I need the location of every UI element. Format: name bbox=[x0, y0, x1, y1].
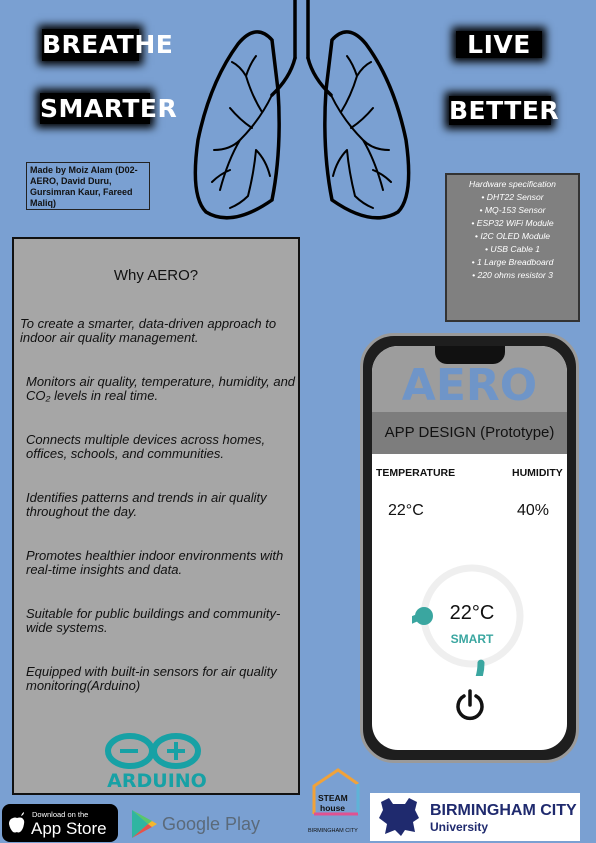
app-store-big-text: App Store bbox=[31, 819, 107, 838]
why-title: Why AERO? bbox=[113, 267, 199, 284]
app-store-badge[interactable] bbox=[2, 804, 118, 842]
temperature-value: 22°C bbox=[388, 502, 424, 519]
phone-screen bbox=[372, 346, 567, 750]
phone-mockup bbox=[360, 333, 579, 763]
google-play-icon[interactable] bbox=[130, 809, 158, 839]
why-point: Identifies patterns and trends in air quality throughout the day. bbox=[26, 490, 267, 519]
credits-box: Made by Moiz Alam (D02-AERO, David Duru, Gursimran Kaur, Fareed Maliq) bbox=[26, 162, 150, 210]
steam-bottom-text: house bbox=[320, 803, 346, 813]
bcu-name: BIRMINGHAM CITY bbox=[430, 802, 577, 819]
app-store-small-text: Download on the bbox=[32, 810, 89, 819]
humidity-value: 40% bbox=[517, 502, 550, 519]
bcu-logo bbox=[370, 793, 580, 841]
arduino-icon bbox=[100, 731, 208, 771]
temperature-label: TEMPERATURE bbox=[376, 467, 456, 479]
power-icon[interactable] bbox=[453, 688, 487, 722]
app-subtitle: APP DESIGN (Prototype) bbox=[372, 412, 567, 454]
humidity-label: HUMIDITY bbox=[512, 467, 563, 479]
hardware-item: • ESP32 WiFi Module bbox=[447, 217, 578, 230]
hardware-item: • 1 Large Breadboard bbox=[447, 256, 578, 269]
dial-value: 22°C bbox=[449, 602, 495, 624]
slogan-live: LIVE bbox=[456, 31, 542, 58]
steam-house-logo bbox=[308, 766, 364, 842]
google-play-label[interactable]: Google Play bbox=[162, 814, 261, 834]
dial-mode: SMART bbox=[450, 632, 494, 646]
arduino-label: ARDUINO bbox=[107, 770, 207, 792]
why-point: Equipped with built-in sensors for air quality monitoring(Arduino) bbox=[26, 664, 277, 693]
why-point: Suitable for public buildings and community-wide systems. bbox=[26, 606, 281, 635]
bcu-crest-icon bbox=[375, 796, 423, 838]
hardware-title: Hardware specification bbox=[469, 179, 556, 189]
hardware-item: • DHT22 Sensor bbox=[447, 191, 578, 204]
steam-top-text: STEAM bbox=[318, 793, 348, 803]
slogan-better: BETTER bbox=[449, 96, 560, 125]
slogan-smarter: SMARTER bbox=[40, 94, 178, 123]
why-aero-panel bbox=[12, 237, 300, 795]
slogan-breathe: BREATHE bbox=[42, 30, 174, 59]
apple-icon bbox=[8, 812, 26, 834]
why-point: Monitors air quality, temperature, humidity, and CO₂ levels in real time. bbox=[26, 374, 296, 403]
hardware-item: • MQ-153 Sensor bbox=[447, 204, 578, 217]
hardware-item: • USB Cable 1 bbox=[447, 243, 578, 256]
hardware-spec-box bbox=[445, 173, 580, 322]
hardware-item: • I2C OLED Module bbox=[447, 230, 578, 243]
bcu-sub: University bbox=[430, 820, 489, 834]
hardware-item: • 220 ohms resistor 3 bbox=[447, 269, 578, 282]
why-point: Connects multiple devices across homes, offices, schools, and communities. bbox=[26, 432, 266, 461]
app-logo: AERO bbox=[401, 360, 538, 411]
why-intro: To create a smarter, data-driven approach to indoor air quality management. bbox=[20, 316, 277, 345]
lungs-icon bbox=[190, 0, 415, 228]
why-point: Promotes healthier indoor environments with real-time insights and data. bbox=[26, 548, 284, 577]
steam-caption: BIRMINGHAM CITY bbox=[308, 828, 358, 834]
